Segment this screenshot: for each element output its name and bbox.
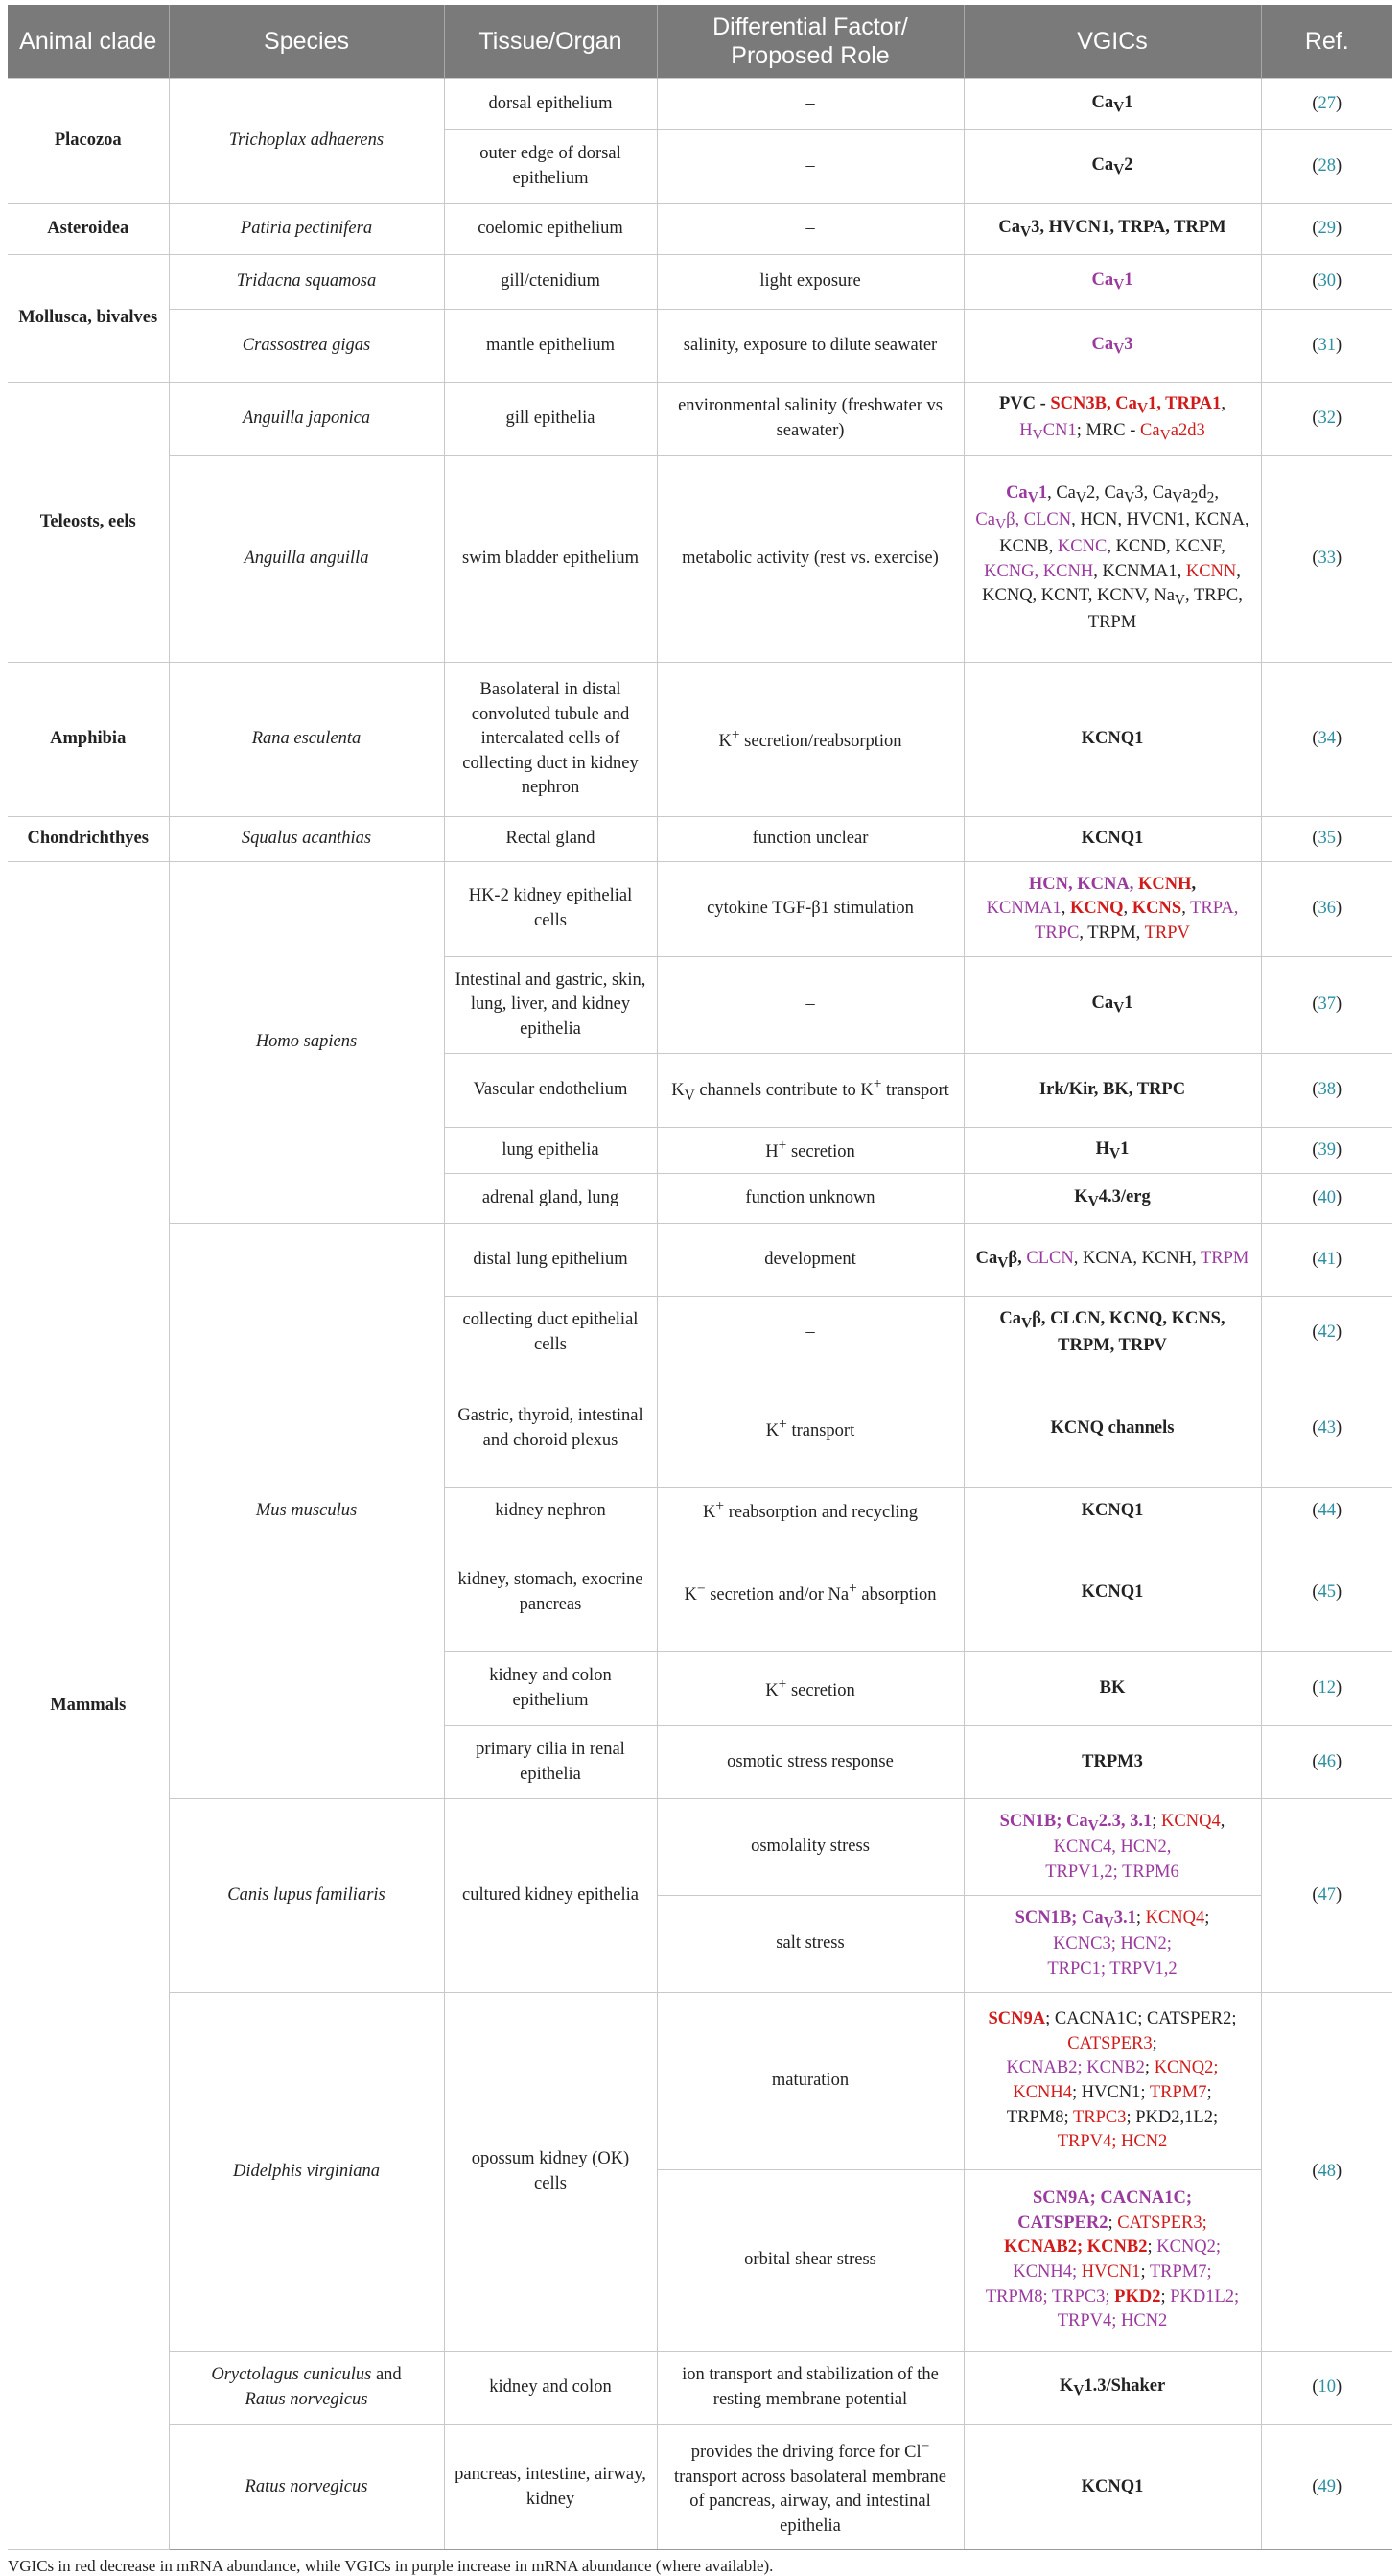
factor-cell: function unknown [657,1174,964,1224]
table-row [8,383,1392,456]
vgic-cell: PVC - SCN3B, $Ca_V1$, TRPA1, $H_VCN1$; MRC - $Ca_Va2d3$ [964,383,1261,456]
factor-cell: cytokine TGF-β1 stimulation [657,862,964,957]
factor-cell: $K_V$ channels contribute to K+ transport [657,1054,964,1128]
table-row [8,310,1392,383]
vgic-cell: KCNQ1 [964,663,1261,817]
factor-cell: – [657,130,964,204]
table-row [8,204,1392,255]
table-row [8,456,1392,663]
vgic-cell: $Ca_V3$ [964,310,1261,383]
ref-cell: (29) [1261,204,1392,255]
tissue-cell: HK-2 kidney epithelial cells [444,862,657,957]
ref-cell: (32) [1261,383,1392,456]
vgic-cell: $Ca_V1$ [964,79,1261,130]
tissue-cell: Rectal gland [444,817,657,862]
tissue-cell: primary cilia in renal epithelia [444,1726,657,1799]
species-cell: Canis lupus familiaris [169,1799,444,1993]
ref-link[interactable]: 43 [1318,1418,1336,1439]
clade-cell: Mammals [8,862,169,2550]
vgic-cell: KCNQ1 [964,2425,1261,2550]
species-cell: Rana esculenta [169,663,444,817]
vgic-cell: KCNQ channels [964,1370,1261,1488]
species-cell: Oryctolagus cuniculus and Ratus norvegicus [169,2352,444,2425]
ref-cell: (27) [1261,79,1392,130]
col-species: Species [169,5,444,79]
factor-cell: development [657,1224,964,1297]
ref-link[interactable]: 36 [1318,899,1336,919]
factor-cell: salt stress [657,1896,964,1993]
ref-link[interactable]: 41 [1318,1249,1336,1269]
ref-cell: (31) [1261,310,1392,383]
tissue-cell: kidney nephron [444,1488,657,1534]
ref-link[interactable]: 46 [1318,1751,1336,1771]
tissue-cell: Basolateral in distal convoluted tubule and intercalated cells of collecting duct in kidney nephron [444,663,657,817]
vgic-cell: $Ca_V1$ [964,957,1261,1054]
tissue-cell: swim bladder epithelium [444,456,657,663]
factor-cell: function unclear [657,817,964,862]
table-figure [8,5,1392,2576]
factor-cell: salinity, exposure to dilute seawater [657,310,964,383]
ref-link[interactable]: 40 [1318,1187,1336,1207]
factor-cell: K− secretion and/or Na+ absorption [657,1534,964,1652]
vgic-cell: KCNQ1 [964,1488,1261,1534]
tissue-cell: cultured kidney epithelia [444,1799,657,1993]
species-cell: Squalus acanthias [169,817,444,862]
ref-cell: (12) [1261,1652,1392,1726]
vgic-cell: SCN9A; CACNA1C; CATSPER2; CATSPER3; KCNAB2; KCNB2; KCNQ2; KCNH4; HVCN1; TRPM7; TRPM8; TRPC3; PKD2,1L2; TRPV4; HCN2 [964,1993,1261,2170]
clade-cell: Placozoa [8,79,169,204]
vgic-cell: KCNQ1 [964,1534,1261,1652]
tissue-cell: collecting duct epithelial cells [444,1297,657,1370]
table-row [8,2352,1392,2425]
ref-cell: (41) [1261,1224,1392,1297]
factor-cell: – [657,957,964,1054]
ref-link[interactable]: 45 [1318,1582,1336,1603]
tissue-cell: adrenal gland, lung [444,1174,657,1224]
ref-cell: (45) [1261,1534,1392,1652]
vgic-cell: $Ca_V\beta$, CLCN, KCNA, KCNH, TRPM [964,1224,1261,1297]
tissue-cell: kidney and colon [444,2352,657,2425]
ref-link[interactable]: 37 [1318,995,1336,1015]
tissue-cell: kidney and colon epithelium [444,1652,657,1726]
species-cell: Patiria pectinifera [169,204,444,255]
species-cell: Anguilla japonica [169,383,444,456]
ref-link[interactable]: 32 [1318,408,1336,428]
ref-cell: (43) [1261,1370,1392,1488]
vgic-cell: SCN9A; CACNA1C; CATSPER2; CATSPER3; KCNAB2; KCNB2; KCNQ2; KCNH4; HVCN1; TRPM7; TRPM8; TRPC3; PKD2; PKD1L2; TRPV4; HCN2 [964,2170,1261,2352]
col-tissue-organ: Tissue/Organ [444,5,657,79]
ref-cell: (30) [1261,255,1392,310]
tissue-cell: mantle epithelium [444,310,657,383]
tissue-cell: lung epithelia [444,1128,657,1174]
ref-link[interactable]: 34 [1318,729,1336,749]
ref-link[interactable]: 39 [1318,1139,1336,1159]
vgic-cell: KCNQ1 [964,817,1261,862]
factor-cell: – [657,1297,964,1370]
factor-cell: light exposure [657,255,964,310]
species-cell: Tridacna squamosa [169,255,444,310]
vgic-cell: $K_V4.3$/erg [964,1174,1261,1224]
species-cell: Mus musculus [169,1224,444,1799]
ref-link[interactable]: 44 [1318,1500,1336,1520]
ref-cell: (44) [1261,1488,1392,1534]
table-row [8,1224,1392,1297]
ref-cell: (38) [1261,1054,1392,1128]
vgic-table [8,5,1392,2550]
species-cell: Didelphis virginiana [169,1993,444,2352]
clade-cell: Asteroidea [8,204,169,255]
ref-link[interactable]: 48 [1318,2161,1336,2181]
vgic-cell: $Ca_V1$, $Ca_V2$, $Ca_V3$, $Ca_Va_2d_2$, $Ca_V\beta$, CLCN, HCN, HVCN1, KCNA, KCNB, KCNC, KCND, KCNF, KCNG, KCNH, KCNMA1, KCNN, KCNQ, KCNT, KCNV, $Na_V$, TRPC, TRPM [964,456,1261,663]
ref-cell: (48) [1261,1993,1392,2352]
factor-cell: K+ transport [657,1370,964,1488]
table-row [8,2425,1392,2550]
vgic-cell: Irk/Kir, BK, TRPC [964,1054,1261,1128]
vgic-cell: $H_V1$ [964,1128,1261,1174]
col-animal-clade: Animal clade [8,5,169,79]
col-differential-factor: Differential Factor/ Proposed Role [657,5,964,79]
ref-link[interactable]: 27 [1318,93,1336,113]
ref-cell: (34) [1261,663,1392,817]
factor-cell: orbital shear stress [657,2170,964,2352]
ref-link[interactable]: 33 [1318,548,1336,568]
tissue-cell: gill epithelia [444,383,657,456]
ref-link[interactable]: 38 [1318,1080,1336,1100]
table-footnote: VGICs in red decrease in mRNA abundance, while VGICs in purple increase in mRNA abundance (where available). [8,2557,774,2575]
ref-link[interactable]: 29 [1318,219,1336,239]
ref-link[interactable]: 28 [1318,156,1336,176]
tissue-cell: pancreas, intestine, airway, kidney [444,2425,657,2550]
factor-cell: H+ secretion [657,1128,964,1174]
factor-cell: environmental salinity (freshwater vs seawater) [657,383,964,456]
factor-cell: K+ reabsorption and recycling [657,1488,964,1534]
factor-cell: metabolic activity (rest vs. exercise) [657,456,964,663]
ref-link[interactable]: 12 [1318,1678,1336,1698]
ref-cell: (39) [1261,1128,1392,1174]
ref-link[interactable]: 47 [1318,1885,1336,1905]
tissue-cell: Intestinal and gastric, skin, lung, liver, and kidney epithelia [444,957,657,1054]
factor-cell: osmolality stress [657,1799,964,1896]
clade-cell: Teleosts, eels [8,383,169,663]
table-row [8,663,1392,817]
tissue-cell: Vascular endothelium [444,1054,657,1128]
ref-link[interactable]: 30 [1318,271,1336,292]
ref-cell: (47) [1261,1799,1392,1993]
tissue-cell: dorsal epithelium [444,79,657,130]
species-cell: Trichoplax adhaerens [169,79,444,204]
ref-cell: (42) [1261,1297,1392,1370]
factor-cell: ion transport and stabilization of the resting membrane potential [657,2352,964,2425]
tissue-cell: opossum kidney (OK) cells [444,1993,657,2352]
ref-link[interactable]: 31 [1318,335,1336,355]
ref-link[interactable]: 35 [1318,829,1336,849]
factor-cell: K+ secretion [657,1652,964,1726]
factor-cell: – [657,204,964,255]
ref-cell: (46) [1261,1726,1392,1799]
vgic-cell: SCN1B; $Ca_V2.3$, 3.1; KCNQ4, KCNC4, HCN2, TRPV1,2; TRPM6 [964,1799,1261,1896]
ref-cell: (10) [1261,2352,1392,2425]
species-cell: Anguilla anguilla [169,456,444,663]
ref-cell: (28) [1261,130,1392,204]
header-row [8,5,1392,79]
ref-cell: (37) [1261,957,1392,1054]
species-cell: Crassostrea gigas [169,310,444,383]
factor-cell: – [657,79,964,130]
ref-cell: (40) [1261,1174,1392,1224]
ref-cell: (36) [1261,862,1392,957]
clade-cell: Amphibia [8,663,169,817]
tissue-cell: coelomic epithelium [444,204,657,255]
species-cell: Ratus norvegicus [169,2425,444,2550]
vgic-cell: $Ca_V2$ [964,130,1261,204]
factor-cell: provides the driving force for Cl− transport across basolateral membrane of pancreas, airway, and intestinal epithelia [657,2425,964,2550]
tissue-cell: outer edge of dorsal epithelium [444,130,657,204]
table-row [8,862,1392,957]
ref-cell: (35) [1261,817,1392,862]
vgic-cell: HCN, KCNA, KCNH, KCNMA1, KCNQ, KCNS, TRPA, TRPC, TRPM, TRPV [964,862,1261,957]
ref-link[interactable]: 10 [1318,2377,1336,2398]
vgic-cell: $Ca_V1$ [964,255,1261,310]
table-row [8,817,1392,862]
tissue-cell: distal lung epithelium [444,1224,657,1297]
table-row [8,1799,1392,1896]
tissue-cell: Gastric, thyroid, intestinal and choroid plexus [444,1370,657,1488]
vgic-cell: BK [964,1652,1261,1726]
vgic-cell: SCN1B; $Ca_V3.1$; KCNQ4; KCNC3; HCN2; TRPC1; TRPV1,2 [964,1896,1261,1993]
col-ref: Ref. [1261,5,1392,79]
ref-link[interactable]: 42 [1318,1323,1336,1343]
vgic-cell: $Ca_V3$, HVCN1, TRPA, TRPM [964,204,1261,255]
table-row [8,79,1392,130]
tissue-cell: kidney, stomach, exocrine pancreas [444,1534,657,1652]
table-row [8,255,1392,310]
vgic-cell: $K_V1.3$/Shaker [964,2352,1261,2425]
vgic-cell: TRPM3 [964,1726,1261,1799]
ref-cell: (33) [1261,456,1392,663]
species-cell: Homo sapiens [169,862,444,1224]
factor-cell: maturation [657,1993,964,2170]
factor-cell: K+ secretion/reabsorption [657,663,964,817]
ref-cell: (49) [1261,2425,1392,2550]
tissue-cell: gill/ctenidium [444,255,657,310]
table-row [8,1993,1392,2170]
vgic-cell: $Ca_V\beta$, CLCN, KCNQ, KCNS, TRPM, TRPV [964,1297,1261,1370]
col-vgics: VGICs [964,5,1261,79]
clade-cell: Mollusca, bivalves [8,255,169,383]
ref-link[interactable]: 49 [1318,2476,1336,2496]
factor-cell: osmotic stress response [657,1726,964,1799]
clade-cell: Chondrichthyes [8,817,169,862]
